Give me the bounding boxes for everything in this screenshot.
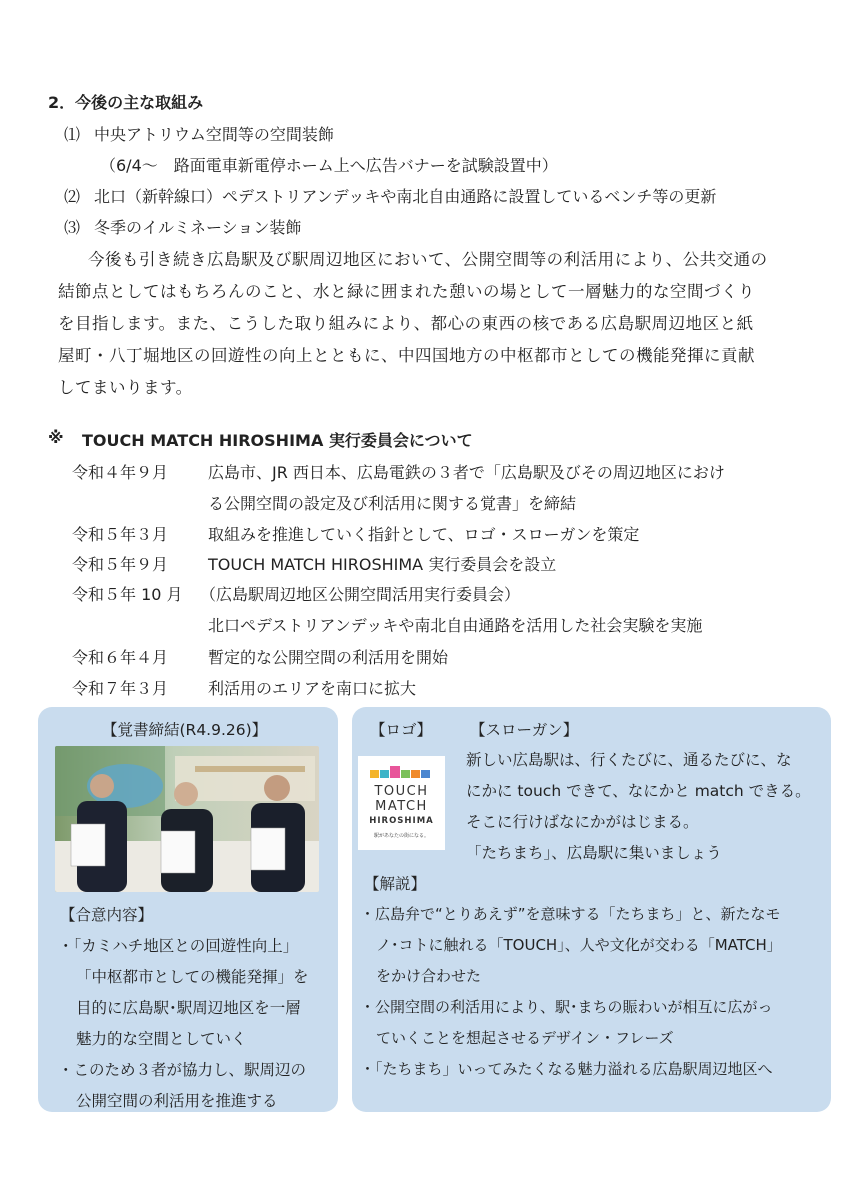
logo-label: 【ロゴ】	[370, 721, 433, 739]
paragraph-line: を目指します。また、こうした取り組みにより、都心の東西の核である広島駅周辺地区と紙	[58, 314, 754, 333]
timeline-text: 取組みを推進していく指針として、ロゴ・スローガンを策定	[208, 525, 640, 544]
signing-photo	[55, 746, 319, 892]
slogan-line: そこに行けばなにかがはじまる。	[466, 813, 699, 831]
paragraph-line: 屋町・八丁堀地区の回遊性の向上とともに、中四国地方の中枢都市としての機能発揮に貢献	[58, 346, 755, 365]
agreement-heading: 【合意内容】	[60, 906, 154, 924]
photo-caption: 【覚書締結(R4.9.26)】	[102, 721, 268, 739]
timeline-date: 令和４年９月	[72, 463, 169, 482]
timeline-date: 令和５年３月	[72, 525, 169, 544]
list-item: ⑵ 北口（新幹線口）ペデストリアンデッキや南北自由通路に設置しているベンチ等の更新	[64, 187, 717, 206]
list-item: ⑴ 中央アトリウム空間等の空間装飾	[64, 125, 334, 144]
explanation-line: ・公開空間の利活用により、駅･まちの賑わいが相互に広がっ	[360, 998, 773, 1016]
explanation-line: ていくことを想起させるデザイン・フレーズ	[376, 1029, 674, 1047]
slogan-line: 新しい広島駅は、行くたびに、通るたびに、な	[466, 751, 792, 769]
touch-match-logo	[358, 756, 445, 850]
paragraph-line: してまいります。	[58, 378, 193, 397]
agreement-line: ・「カミハチ地区との回遊性向上」	[58, 937, 299, 955]
list-item: ⑶ 冬季のイルミネーション装飾	[64, 218, 302, 237]
timeline-text: （広島駅周辺地区公開空間活用実行委員会）	[200, 585, 521, 604]
explanation-heading: 【解説】	[364, 875, 427, 893]
logo-tagline: 駅があなたの街になる。	[373, 833, 429, 839]
committee-mark: ※	[48, 428, 64, 447]
timeline-text: 利活用のエリアを南口に拡大	[208, 679, 417, 698]
timeline-text: TOUCH MATCH HIROSHIMA 実行委員会を設立	[208, 555, 557, 574]
slogan-label: 【スローガン】	[470, 721, 579, 739]
explanation-line: ノ･コトに触れる「TOUCH」、人や文化が交わる「MATCH」	[376, 936, 782, 954]
timeline-text: 広島市、JR 西日本、広島電鉄の３者で「広島駅及びその周辺地区におけ	[208, 463, 725, 482]
timeline-date: 令和６年４月	[72, 648, 169, 667]
timeline-text: 暫定的な公開空間の利活用を開始	[208, 648, 449, 667]
list-item-sub: （6/4～ 路面電車新電停ホーム上へ広告バナーを試験設置中）	[100, 156, 558, 175]
paragraph-line: 今後も引き続き広島駅及び駅周辺地区において、公開空間等の利活用により、公共交通の	[88, 250, 768, 269]
agreement-line: 公開空間の利活用を推進する	[76, 1092, 278, 1110]
explanation-line: ・広島弁で“とりあえず”を意味する「たちまち」と、新たなモ	[360, 905, 781, 923]
explanation-line: ・「たちまち」いってみたくなる魅力溢れる広島駅周辺地区へ	[360, 1060, 773, 1078]
logo-text-line: HIROSHIMA	[369, 816, 434, 826]
timeline-date: 令和５年 10 月	[72, 585, 183, 604]
timeline-text: る公開空間の設定及び利活用に関する覚書」を締結	[208, 494, 577, 513]
slogan-line: 「たちまち」、広島駅に集いましょう	[466, 844, 722, 862]
timeline-date: 令和７年３月	[72, 679, 169, 698]
paragraph-line: 結節点としてはもちろんのこと、水と緑に囲まれた憩いの場として一層魅力的な空間づくり	[58, 282, 755, 301]
timeline-text: 北口ペデストリアンデッキや南北自由通路を活用した社会実験を実施	[208, 616, 703, 635]
timeline-date: 令和５年９月	[72, 555, 169, 574]
agreement-line: ・このため３者が協力し、駅周辺の	[58, 1061, 307, 1079]
committee-title: TOUCH MATCH HIROSHIMA 実行委員会について	[82, 431, 473, 450]
explanation-line: をかけ合わせた	[376, 967, 482, 985]
slogan-line: にかに touch できて、なにかと match できる。	[466, 782, 811, 800]
section-title: 2．今後の主な取組み	[48, 93, 204, 112]
agreement-line: 目的に広島駅･駅周辺地区を一層	[76, 999, 301, 1017]
agreement-line: 「中枢都市としての機能発揮」を	[76, 968, 309, 986]
agreement-line: 魅力的な空間としていく	[76, 1030, 247, 1048]
logo-text-line: TOUCH	[374, 784, 429, 799]
logo-text-line: MATCH	[375, 799, 428, 814]
